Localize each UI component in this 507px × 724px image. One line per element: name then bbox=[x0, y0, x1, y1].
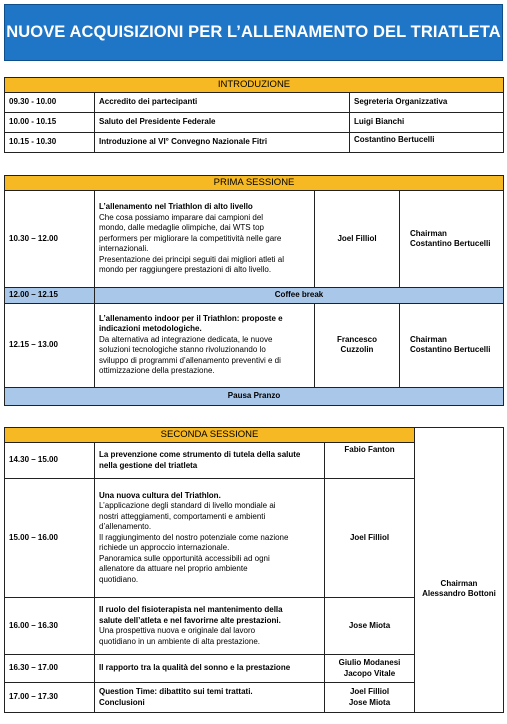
speaker-cell: Jose Miota bbox=[325, 598, 415, 655]
chair-cell: Chairman Costantino Bertucelli bbox=[400, 191, 504, 288]
time-cell: 10.00 - 10.15 bbox=[5, 113, 95, 133]
table-row bbox=[5, 113, 504, 133]
desc-cell: Saluto del Presidente Federale bbox=[95, 113, 350, 133]
page-title: NUOVE ACQUISIZIONI PER L’ALLENAMENTO DEL TRIATLETA bbox=[6, 23, 501, 41]
desc-cell: Il rapporto tra la qualità del sonno e la prestazione bbox=[95, 655, 325, 683]
desc-cell: Introduzione al VI° Convegno Nazionale Fitri bbox=[95, 133, 350, 153]
title-banner bbox=[4, 4, 503, 61]
intro-header: INTRODUZIONE bbox=[5, 78, 504, 93]
second-session-table bbox=[4, 427, 504, 713]
first-session-table bbox=[4, 175, 504, 406]
time-cell: 15.00 – 16.00 bbox=[5, 479, 95, 598]
desc-cell: Accredito dei partecipanti bbox=[95, 93, 350, 113]
table-row bbox=[5, 303, 504, 387]
time-cell: 14.30 – 15.00 bbox=[5, 443, 95, 479]
time-cell: 12.15 – 13.00 bbox=[5, 303, 95, 387]
desc-cell: Question Time: dibattito sui temi trattati. Conclusioni bbox=[95, 683, 325, 713]
first-session-header: PRIMA SESSIONE bbox=[5, 176, 504, 191]
speaker-cell: Joel Filliol Jose Miota bbox=[325, 683, 415, 713]
time-cell: 09.30 - 10.00 bbox=[5, 93, 95, 113]
intro-table bbox=[4, 77, 504, 153]
chair-cell: Chairman Alessandro Bottoni bbox=[415, 428, 504, 713]
speaker-cell: Francesco Cuzzolin bbox=[315, 303, 400, 387]
time-cell: 17.00 – 17.30 bbox=[5, 683, 95, 713]
desc-cell: L’allenamento nel Triathlon di alto livello Che cosa possiamo imparare dai campioni del mondo, dalle medaglie olimpiche, dai WTS top performers per migliorare la competitività nelle gare internazionali. Presentazione dei principi seguiti dai migliori atleti al mondo per raggiungere prestazioni di alto livello. bbox=[95, 191, 315, 288]
speaker-cell: Fabio Fanton bbox=[325, 443, 415, 479]
speaker-cell: Giulio Modanesi Jacopo Vitale bbox=[325, 655, 415, 683]
table-row bbox=[5, 191, 504, 288]
break-label: Coffee break bbox=[95, 288, 504, 304]
lunch-row bbox=[5, 387, 504, 405]
speaker-cell: Segreteria Organizzativa bbox=[350, 93, 504, 113]
coffee-break-row bbox=[5, 288, 504, 304]
time-cell: 10.15 - 10.30 bbox=[5, 133, 95, 153]
speaker-cell: Joel Filliol bbox=[315, 191, 400, 288]
desc-cell: Il ruolo del fisioterapista nel mantenimento della salute dell’atleta e nel favorirne alte prestazioni. Una prospettiva nuova e originale dal lavoro quotidiano in un ambiente di alta prestazione. bbox=[95, 598, 325, 655]
table-row bbox=[5, 133, 504, 153]
chair-cell: Chairman Costantino Bertucelli bbox=[400, 303, 504, 387]
speaker-cell: Luigi Bianchi bbox=[350, 113, 504, 133]
desc-cell: La prevenzione come strumento di tutela della salute nella gestione del triatleta bbox=[95, 443, 325, 479]
speaker-cell: Joel Filliol bbox=[325, 479, 415, 598]
lunch-label: Pausa Pranzo bbox=[5, 387, 504, 405]
table-row bbox=[5, 93, 504, 113]
desc-cell: Una nuova cultura del Triathlon. L’applicazione degli standard di livello mondiale ai nostri atteggiamenti, comportamenti e ambienti d’allenamento. Il raggiungimento del nostro potenziale come nazione richiede un approccio internazionale. Panoramica sulle opportunità accessibili ad ogni allenatore da attuare nel proprio ambiente quotidiano. bbox=[95, 479, 325, 598]
time-cell: 12.00 – 12.15 bbox=[5, 288, 95, 304]
time-cell: 16.00 – 16.30 bbox=[5, 598, 95, 655]
speaker-cell: Costantino Bertucelli bbox=[350, 133, 504, 153]
time-cell: 16.30 – 17.00 bbox=[5, 655, 95, 683]
time-cell: 10.30 – 12.00 bbox=[5, 191, 95, 288]
desc-cell: L’allenamento indoor per il Triathlon: proposte e indicazioni metodologiche. Da alternativa ad integrazione dedicata, le nuove soluzioni tecnologiche stanno rivoluzionando lo sviluppo di programmi d’allenamento preventivi e di ottimizzazione della prestazione. bbox=[95, 303, 315, 387]
second-session-header: SECONDA SESSIONE bbox=[5, 428, 415, 443]
